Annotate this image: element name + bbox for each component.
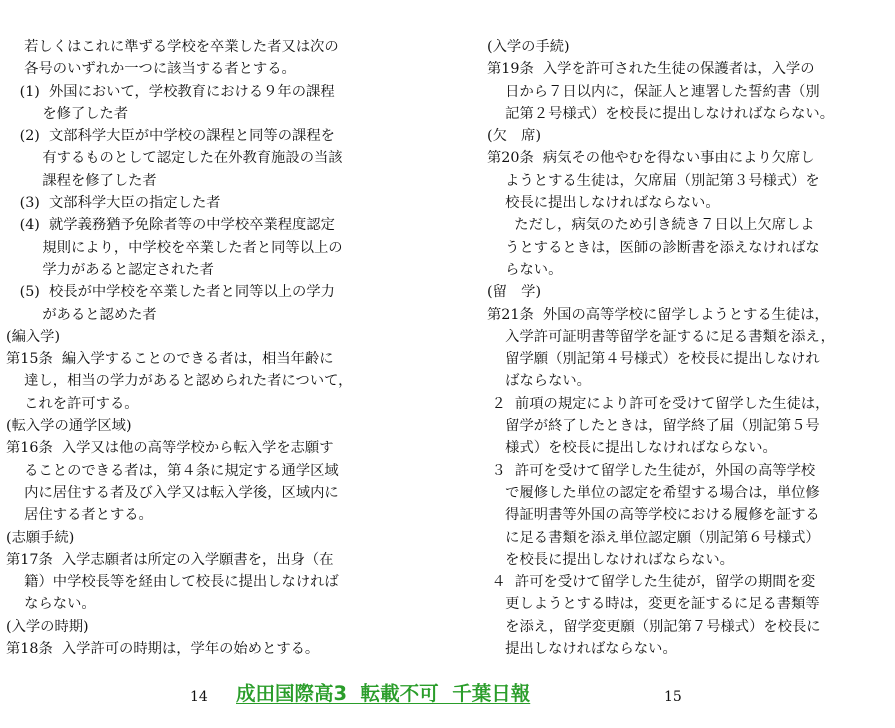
text-line: 第17条 入学志願者は所定の入学願書を，出身（在 [6, 551, 334, 568]
text-line: (4) 就学義務猶予免除者等の中学校卒業程度認定 [6, 217, 335, 234]
text-line: 居住する者とする。 [6, 507, 153, 524]
text-line: があると認めた者 [6, 306, 157, 323]
text-line: 得証明書等外国の高等学校における履修を証する [487, 507, 820, 524]
text-line: ３ 許可を受けて留学した生徒が，外国の高等学校 [487, 462, 816, 479]
footer-banner: 成田国際高3 転載不可 千葉日報 [236, 682, 531, 705]
text-line: ならない。 [6, 596, 96, 613]
text-line: (5) 校長が中学校を卒業した者と同等以上の学力 [6, 284, 335, 301]
text-line: (1) 外国において，学校教育における９年の課程 [6, 83, 335, 100]
text-line: を修了した者 [6, 105, 129, 122]
text-line: 入学許可証明書等留学を証するに足る書類を添え， [487, 328, 835, 345]
left-page-text [6, 36, 406, 660]
text-line: らない。 [487, 261, 563, 278]
text-line: 提出しなければならない。 [487, 641, 677, 658]
text-line: (欠 席) [487, 128, 542, 145]
text-line: 若しくはこれに準ずる学校を卒業した者又は次の [6, 39, 339, 55]
text-line: 第21条 外国の高等学校に留学しようとする生徒は， [487, 306, 829, 323]
text-line: ることのできる者は，第４条に規定する通学区域 [6, 462, 339, 479]
text-line: (3) 文部科学大臣の指定した者 [6, 195, 221, 212]
text-line: 有するものとして認定した在外教育施設の当該 [6, 150, 343, 167]
text-line: ４ 許可を受けて留学した生徒が，留学の期間を変 [487, 574, 816, 591]
text-line: 様式）を校長に提出しなければならない。 [487, 440, 777, 457]
text-line: 第19条 入学を許可された生徒の保護者は，入学の [487, 61, 815, 78]
text-line: 第18条 入学許可の時期は，学年の始めとする。 [6, 641, 320, 658]
right-page-text [487, 36, 890, 660]
text-line: (転入学の通学区域) [6, 418, 132, 435]
text-line: 第15条 編入学することのできる者は，相当年齢に [6, 351, 334, 368]
text-line: 留学願（別記第４号様式）を校長に提出しなけれ [487, 351, 820, 368]
text-line: 日から７日以内に，保証人と連署した誓約書（別 [487, 83, 820, 100]
right-page-number: 15 [664, 689, 682, 705]
text-line: (編入学) [6, 328, 61, 345]
text-line: うとするときは，医師の診断書を添えなければな [487, 239, 820, 256]
text-line: (留 学) [487, 284, 542, 301]
text-line: 規則により，中学校を卒業した者と同等以上の [6, 239, 343, 256]
text-line: ２ 前項の規定により許可を受けて留学した生徒は， [487, 395, 830, 412]
text-line: ようとする生徒は，欠席届（別記第３号様式）を [487, 172, 820, 189]
text-line: (入学の手続) [487, 39, 570, 55]
text-line: 課程を修了した者 [6, 172, 157, 189]
text-line: (入学の時期) [6, 618, 89, 635]
text-line: (志願手続) [6, 529, 75, 546]
text-line: これを許可する。 [6, 395, 139, 412]
text-line: 第16条 入学又は他の高等学校から転入学を志願す [6, 440, 334, 457]
text-line: 記第２号様式）を校長に提出しなければならない。 [487, 105, 835, 122]
text-line: 内に居住する者及び入学又は転入学後，区域内に [6, 484, 339, 501]
text-line: 達し，相当の学力があると認められた者について， [6, 373, 353, 390]
text-line: で履修した単位の認定を希望する場合は，単位修 [487, 484, 820, 501]
text-line: を添え，留学変更願（別記第７号様式）を校長に [487, 618, 821, 635]
text-line: ばならない。 [487, 373, 591, 390]
text-line: 更しようとする時は，変更を証するに足る書類等 [487, 596, 820, 613]
text-line: 学力があると認定された者 [6, 261, 214, 278]
text-line: (2) 文部科学大臣が中学校の課程と同等の課程を [6, 128, 335, 145]
text-line: 校長に提出しなければならない。 [487, 195, 720, 212]
text-line: ただし，病気のため引き続き７日以上欠席しよ [487, 217, 815, 234]
text-line: 第20条 病気その他やむを得ない事由により欠席し [487, 150, 815, 167]
text-line: に足る書類を添え単位認定願（別記第６号様式） [487, 529, 820, 546]
text-line: を校長に提出しなければならない。 [487, 551, 734, 568]
text-line: 留学が終了したときは，留学終了届（別記第５号 [487, 418, 820, 435]
left-page-number: 14 [190, 689, 208, 705]
text-line: 籍）中学校長等を経由して校長に提出しなければ [6, 574, 339, 591]
text-line: 各号のいずれか一つに該当する者とする。 [6, 61, 296, 78]
